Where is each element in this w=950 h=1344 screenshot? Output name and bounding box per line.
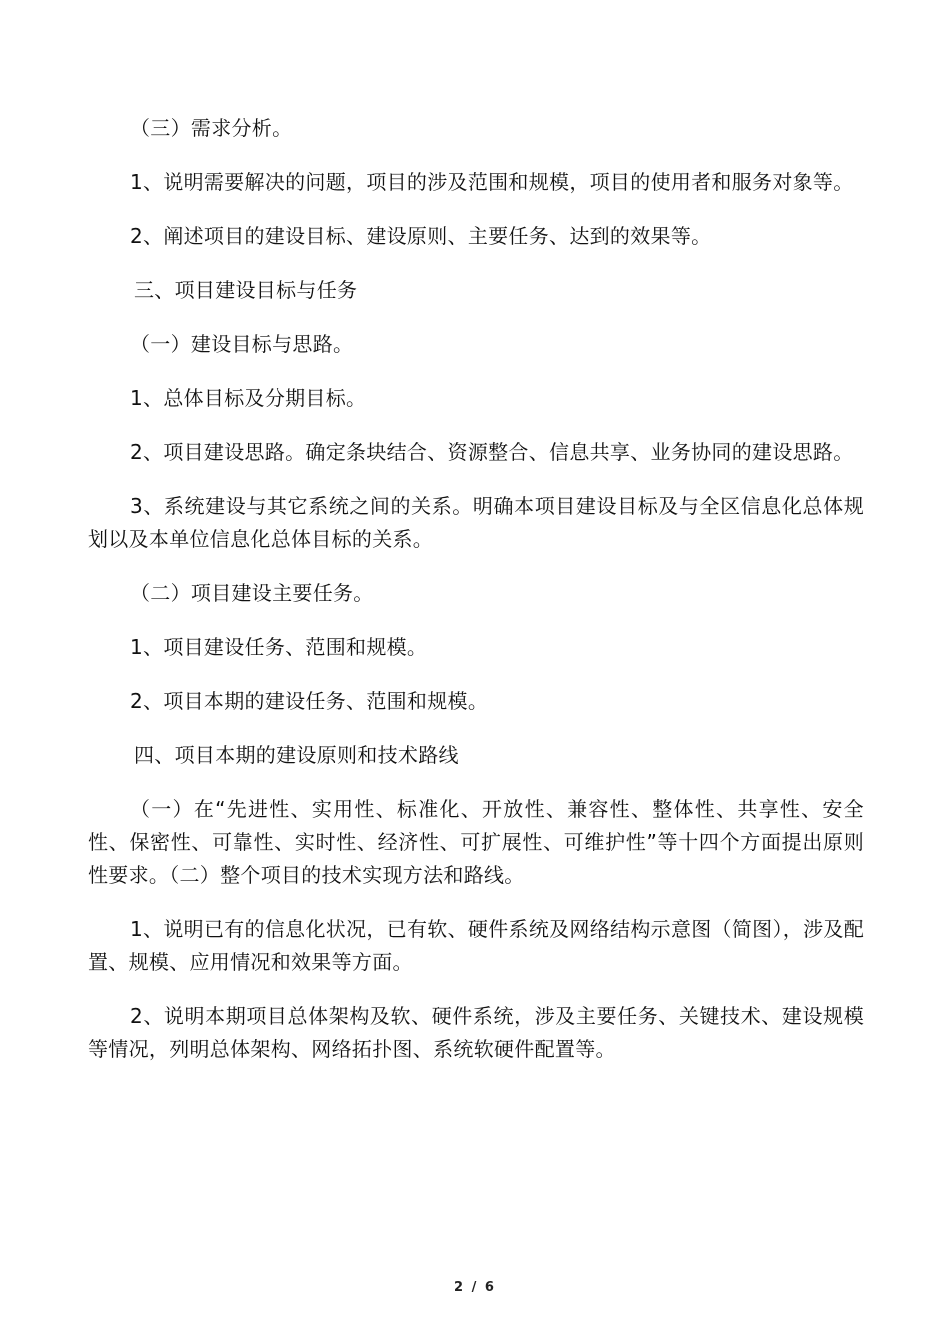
document-body — [88, 112, 864, 1087]
subsection-heading-goals-ideas: （一）建设目标与思路。 — [130, 332, 354, 356]
paragraph: （一）在“先进性、实用性、标准化、开放性、兼容性、整体性、共享性、安全性、保密性、可靠性、实时性、经济性、可扩展性、可维护性”等十四个方面提出原则性要求。（二）整个项目的技术实现方法和路线。 — [88, 797, 864, 887]
paragraph: 1、总体目标及分期目标。 — [130, 386, 367, 410]
paragraph: 2、阐述项目的建设目标、建设原则、主要任务、达到的效果等。 — [130, 224, 712, 248]
section-heading-principles-route: 四、项目本期的建设原则和技术路线 — [134, 743, 459, 767]
page-number: 2 / 6 — [454, 1280, 496, 1295]
paragraph: 2、说明本期项目总体架构及软、硬件系统，涉及主要任务、关键技术、建设规模等情况，列明总体架构、网络拓扑图、系统软硬件配置等。 — [88, 1004, 864, 1061]
paragraph: 3、系统建设与其它系统之间的关系。明确本项目建设目标及与全区信息化总体规划以及本单位信息化总体目标的关系。 — [88, 494, 864, 551]
section-heading-demand-analysis: （三）需求分析。 — [130, 116, 293, 140]
paragraph: 1、说明需要解决的问题，项目的涉及范围和规模，项目的使用者和服务对象等。 — [130, 170, 854, 194]
paragraph: 1、项目建设任务、范围和规模。 — [130, 635, 428, 659]
paragraph: 2、项目建设思路。确定条块结合、资源整合、信息共享、业务协同的建设思路。 — [130, 440, 854, 464]
section-heading-goals-tasks: 三、项目建设目标与任务 — [134, 278, 358, 302]
subsection-heading-main-tasks: （二）项目建设主要任务。 — [130, 581, 374, 605]
paragraph: 1、说明已有的信息化状况，已有软、硬件系统及网络结构示意图（简图），涉及配置、规模、应用情况和效果等方面。 — [88, 917, 864, 974]
paragraph: 2、项目本期的建设任务、范围和规模。 — [130, 689, 489, 713]
